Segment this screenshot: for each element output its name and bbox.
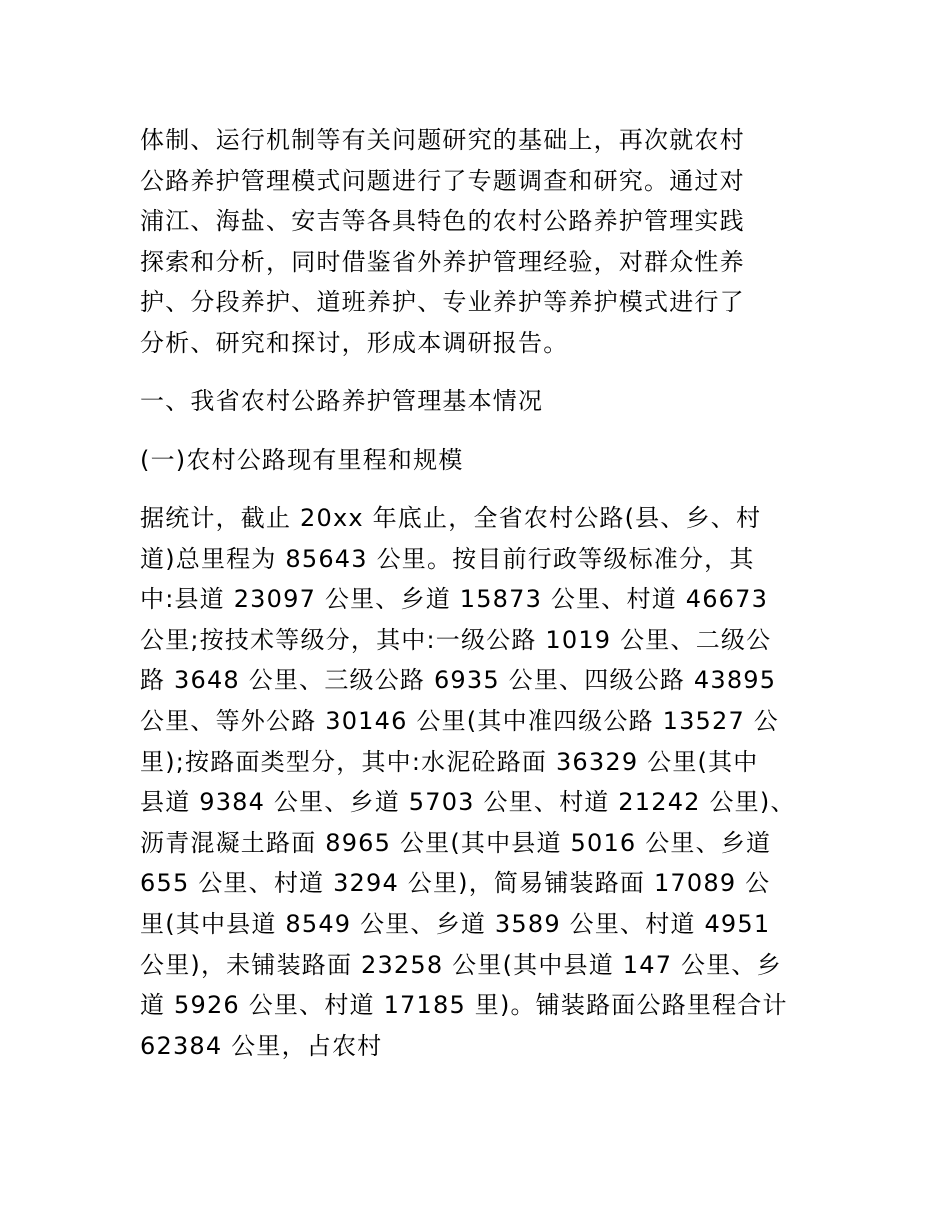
paragraph-statistics xyxy=(140,498,820,1066)
text-line: 公里;按技术等级分，其中:一级公路 1019 公里、二级公 xyxy=(140,625,772,654)
text-line: 道 5926 公里、村道 17185 里)。铺装路面公路里程合计 xyxy=(140,991,788,1020)
text-line: 中:县道 23097 公里、乡道 15873 公里、村道 46673 xyxy=(140,585,769,614)
text-line: 体制、运行机制等有关问题研究的基础上，再次就农村 xyxy=(140,126,745,154)
text-line: 里);按路面类型分，其中:水泥砼路面 36329 公里(其中 xyxy=(140,747,759,776)
text-line: 公里)，未铺装路面 23258 公里(其中县道 147 公里、乡 xyxy=(140,950,782,979)
text-line: 道)总里程为 85643 公里。按目前行政等级标准分，其 xyxy=(140,544,755,573)
paragraph-intro xyxy=(140,120,820,364)
text-line: 据统计，截止 20xx 年底止，全省农村公路(县、乡、村 xyxy=(140,504,762,532)
text-line: 沥青混凝土路面 8965 公里(其中县道 5016 公里、乡道 xyxy=(140,828,772,857)
section-heading: 一、我省农村公路养护管理基本情况 xyxy=(140,387,544,415)
text-line: 公里、等外公路 30146 公里(其中准四级公路 13527 公 xyxy=(140,706,779,735)
text-line: 655 公里、村道 3294 公里)，简易铺装路面 17089 公 xyxy=(140,869,771,898)
text-line: 浦江、海盐、安吉等各具特色的农村公路养护管理实践 xyxy=(140,207,745,236)
text-line: 护、分段养护、道班养护、专业养护等养护模式进行了 xyxy=(140,288,745,317)
subsection-heading: (一)农村公路现有里程和规模 xyxy=(140,446,464,474)
text-line: 公路养护管理模式问题进行了专题调查和研究。通过对 xyxy=(140,166,745,195)
text-line: 62384 公里，占农村 xyxy=(140,1031,383,1060)
text-line: 探索和分析，同时借鉴省外养护管理经验，对群众性养 xyxy=(140,247,745,276)
text-line: 县道 9384 公里、乡道 5703 公里、村道 21242 公里)、 xyxy=(140,788,796,817)
text-line: 分析、研究和探讨，形成本调研报告。 xyxy=(140,328,569,357)
text-line: 路 3648 公里、三级公路 6935 公里、四级公路 43895 xyxy=(140,666,777,695)
text-line: 里(其中县道 8549 公里、乡道 3589 公里、村道 4951 xyxy=(140,909,771,938)
